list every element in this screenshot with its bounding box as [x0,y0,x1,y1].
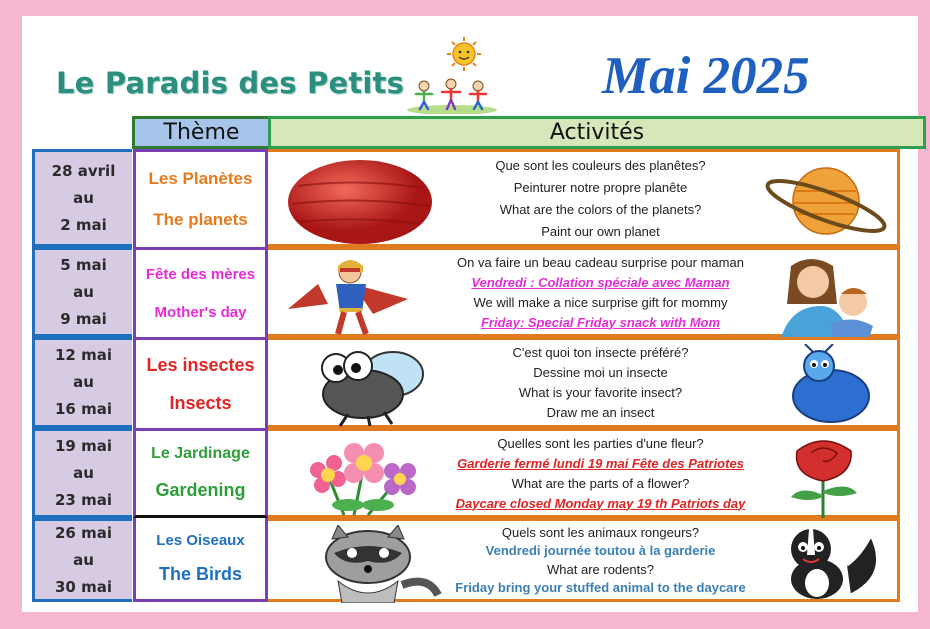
week-dates: 5 mai au 9 mai [32,247,132,337]
activity-lines: C'est quoi ton insecte préféré? Dessine moi un insecte What is your favorite insect? Draw me an insect [512,344,689,421]
theme-english: Gardening [155,479,246,500]
week-row [32,428,900,518]
theme-english: Insects [169,392,232,413]
activity-lines: On va faire un beau cadeau surprise pour maman Vendredi : Collation spéciale avec Maman We will make a nice surprise gift for mommy Friday: Special Friday snack with Mom [457,254,744,330]
week-theme [133,337,268,428]
week-theme [133,518,268,602]
theme-french: Fête des mères [145,266,256,284]
week-dates: 12 mai au 16 mai [32,337,132,428]
rose-image [761,435,891,519]
week-row [32,149,900,247]
week-activities [268,247,900,337]
week-activities [268,428,900,518]
month-title: Mai 2025 [602,47,810,105]
theme-column-header: Thème [132,116,268,149]
calendar-page [22,16,918,612]
week-dates: 26 mai au 30 mai [32,518,132,602]
sun-kids-logo [404,34,499,114]
week-theme [133,428,268,518]
fly-image [288,344,448,428]
activity-lines: Que sont les couleurs des planêtes? Peinturer notre propre planête What are the colors of the planets? Paint our own planet [495,157,706,239]
week-row [32,518,900,602]
skunk-image [761,525,891,603]
mother-child-image [761,254,891,338]
week-dates: 19 mai au 23 mai [32,428,132,518]
red-planet-image [278,156,438,246]
week-theme [133,247,268,337]
saturn-image [761,156,891,246]
theme-french: Les Planètes [148,168,253,188]
daycare-title: Le Paradis des Petits [56,66,405,100]
activities-column-header: Activités [268,116,926,149]
week-theme [133,149,268,247]
theme-english: Mother's day [154,303,247,321]
week-row [32,337,900,428]
activity-lines: Quels sont les animaux rongeurs? Vendredi journée toutou à la garderie What are rodents? Friday bring your stuffed animal to the daycare [455,524,746,596]
week-activities [268,518,900,602]
week-activities [268,149,900,247]
blue-beetle-image [761,344,891,428]
theme-english: The planets [153,210,248,230]
activity-lines: Quelles sont les parties d'une fleur? Garderie fermé lundi 19 mai Fête des Patriotes What are the parts of a flower? Daycare closed Monday may 19 th Patriots day [455,435,746,511]
theme-english: The Birds [158,564,242,585]
week-dates: 28 avril au 2 mai [32,149,132,247]
theme-french: Les Oiseaux [156,531,245,549]
theme-french: Le Jardinage [151,445,250,463]
week-activities [268,337,900,428]
week-row [32,247,900,337]
theme-french: Les insectes [146,354,255,375]
